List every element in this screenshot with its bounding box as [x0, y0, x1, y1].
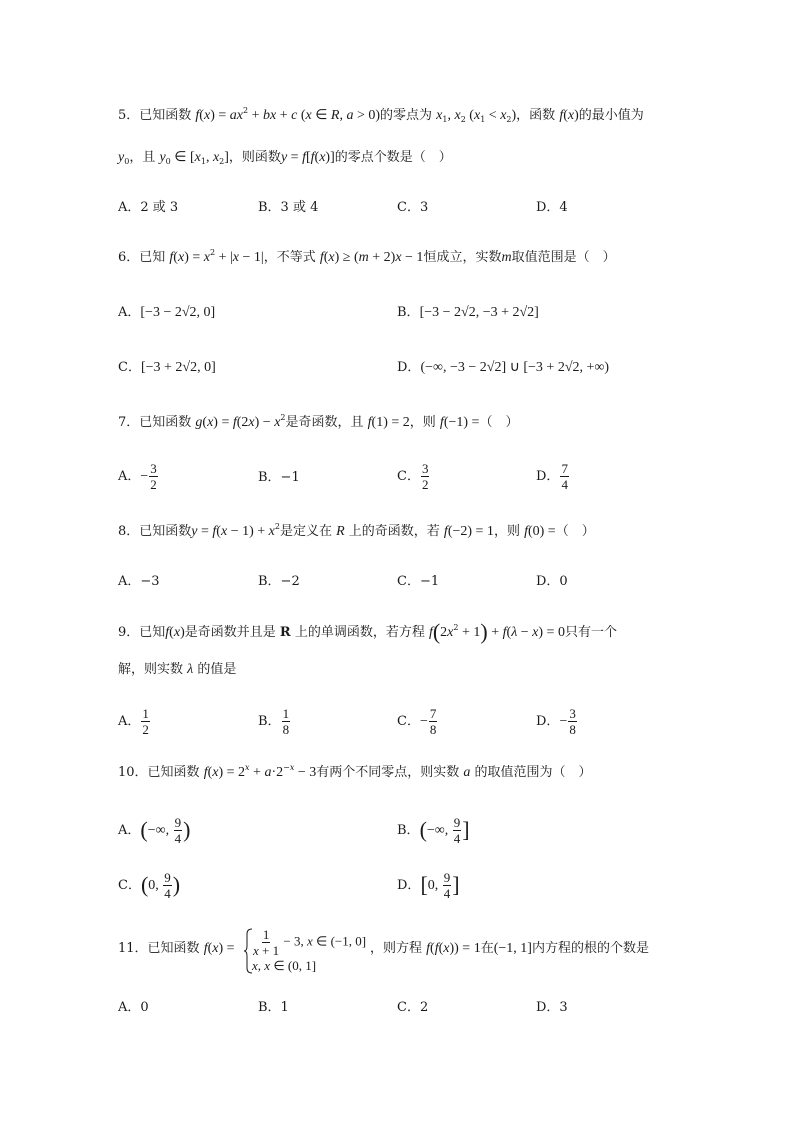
q11-piece-1: $\frac{1}{x + 1}$ − 3, x ∈ (−1, 0] — [253, 927, 367, 958]
q9-option-d: D．− $\frac{3}{8}$ — [536, 706, 576, 737]
q8-option-a: A．−3 — [118, 574, 160, 589]
q8-option-d: D．0 — [536, 574, 568, 589]
q10-option-d: D．[0, $\frac{9}{4}$ ] — [397, 870, 460, 901]
q7-stem: 7．已知函数 $g(x) = f(2x) - x^2$是奇函数，且 f(1) = 2，则 f(−1) =（ ） — [118, 413, 519, 430]
q9-option-a: A． $\frac{1}{2}$ — [118, 706, 149, 737]
q11-stem-lead: 11．已知函数 f(x) = — [118, 941, 235, 956]
q11-option-c: C．2 — [397, 1000, 429, 1015]
q6-stem: 6．已知 $f(x) = x^2 + |x - 1|$，不等式 f(x) ≥ (m + 2)x − 1恒成立，实数m取值范围是（ ） — [118, 248, 616, 265]
q10-option-c: C．(0, $\frac{9}{4}$ ) — [118, 870, 181, 901]
q9-option-c: C．− $\frac{7}{8}$ — [397, 706, 437, 737]
q6-option-b: B．[−3 − 2√2, −3 + 2√2] — [397, 305, 539, 320]
q7-option-d: D． $\frac{7}{4}$ — [536, 461, 568, 492]
q8-option-b: B．−2 — [258, 574, 300, 589]
q10-stem: 10．已知函数 $f(x) = 2^x + a\cdot 2^{-x} - 3$有两个不同零点，则实数 a 的取值范围为（ ） — [118, 763, 592, 780]
q6-option-d: D．(−∞, −3 − 2√2] ∪ [−3 + 2√2, +∞) — [397, 360, 610, 375]
q11-option-a: A．0 — [118, 1000, 149, 1015]
q6-option-a: A．[−3 − 2√2, 0] — [118, 305, 216, 320]
q8-option-c: C．−1 — [397, 574, 440, 589]
q11-stem-rest: ，则方程 f(f(x)) = 1在(−1, 1]内方程的根的个数是 — [370, 941, 649, 956]
q9-stem-line1: 9．已知f(x)是奇函数并且是 R 上的单调函数，若方程 $f(2x^2 + 1) + f(\lambda - x) = 0$只有一个 — [118, 619, 617, 644]
q8-stem: 8．已知函数$y = f(x - 1) + x^2$是定义在 R 上的奇函数，若 f(−2) = 1，则 f(0) =（ ） — [118, 522, 595, 539]
q9-stem-line2: 解，则实数 λ 的值是 — [118, 662, 237, 677]
q5-stem-line2: $y_0$，且 $y_0$ ∈ [$x_1$, $x_2$]，则函数y = f[f(x)]的零点个数是（ ） — [118, 150, 452, 166]
q5-option-c: C．3 — [397, 200, 429, 215]
q11-option-d: D．3 — [536, 1000, 568, 1015]
q10-option-a: A．(−∞, $\frac{9}{4}$ ) — [118, 815, 191, 846]
q11-option-b: B．1 — [258, 1000, 289, 1015]
q7-option-b: B．−1 — [258, 470, 300, 485]
q9-option-b: B． $\frac{1}{8}$ — [258, 706, 290, 737]
q6-option-c: C．[−3 + 2√2, 0] — [118, 360, 216, 375]
q10-option-b: B．(−∞, $\frac{9}{4}$ ] — [397, 815, 470, 846]
q11-piece-2: x, x ∈ (0, 1] — [252, 958, 317, 973]
q7-option-c: C． $\frac{3}{2}$ — [397, 461, 429, 492]
q7-option-a: A．− $\frac{3}{2}$ — [118, 461, 157, 492]
q5-stem-line1: 5．已知函数 $f(x) = ax^2$ + bx + c (x ∈ R, a > 0)的零点为 $x_1$, $x_2$ $(x_1 < x_2)$，函数 f(x)的最小值为 — [118, 106, 644, 124]
q5-option-b: B．3 或 4 — [258, 200, 319, 215]
q5-option-a: A．2 或 3 — [118, 200, 179, 215]
q5-option-d: D．4 — [536, 200, 568, 215]
